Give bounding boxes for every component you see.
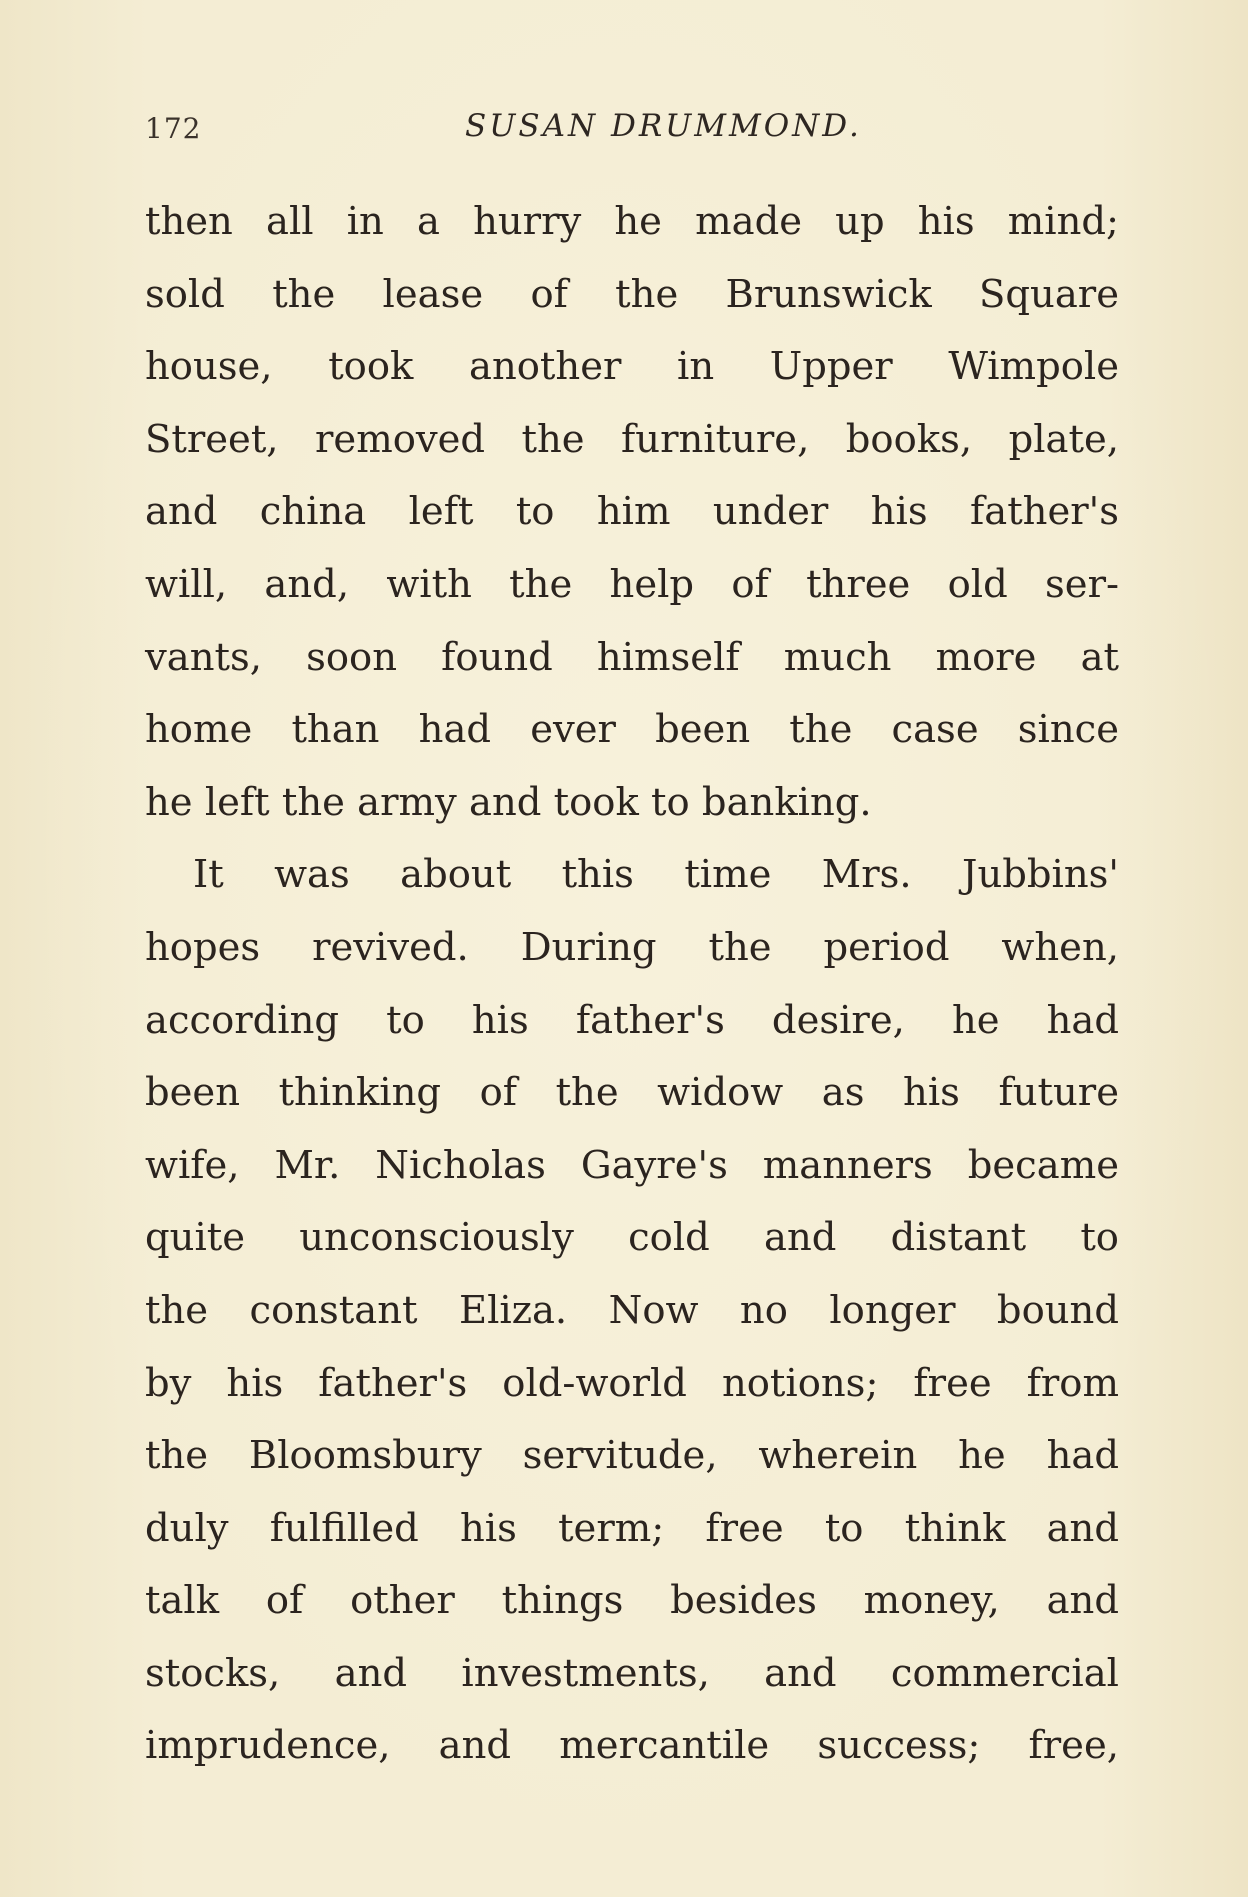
text-line: the constant Eliza. Now no longer bound <box>145 1287 1119 1333</box>
text-line: been thinking of the widow as his future <box>145 1070 1119 1116</box>
text-line: home than had ever been the case since <box>145 707 1119 753</box>
text-line: house, took another in Upper Wimpole <box>145 344 1119 390</box>
text-line: by his father's old-world notions; free from <box>145 1360 1119 1406</box>
paragraph-end-line: he left the army and took to banking. <box>145 779 872 825</box>
body-text <box>145 186 1119 1783</box>
text-line: and china left to him under his father's <box>145 489 1119 535</box>
running-head <box>145 108 1115 148</box>
text-line: sold the lease of the Brunswick Square <box>145 271 1119 317</box>
text-line: the Bloomsbury servitude, wherein he had <box>145 1433 1119 1479</box>
text-line: talk of other things besides money, and <box>145 1578 1119 1624</box>
text-line: hopes revived. During the period when, <box>145 924 1119 970</box>
text-line: according to his father's desire, he had <box>145 997 1119 1043</box>
text-line: stocks, and investments, and commercial <box>145 1650 1119 1696</box>
text-line: imprudence, and mercantile success; free, <box>145 1723 1119 1769</box>
running-title: SUSAN DRUMMOND. <box>465 108 862 144</box>
text-line: Street, removed the furniture, books, plate, <box>145 416 1119 462</box>
text-line: then all in a hurry he made up his mind; <box>145 199 1119 244</box>
text-line: quite unconsciously cold and distant to <box>145 1215 1119 1261</box>
text-line: wife, Mr. Nicholas Gayre's manners became <box>145 1142 1119 1188</box>
text-line: duly fulfilled his term; free to think and <box>145 1505 1119 1551</box>
paragraph-start-line: It was about this time Mrs. Jubbins' <box>193 852 1119 898</box>
text-line: vants, soon found himself much more at <box>145 634 1119 680</box>
text-line: will, and, with the help of three old ser- <box>145 561 1119 607</box>
page-number: 172 <box>145 112 202 145</box>
